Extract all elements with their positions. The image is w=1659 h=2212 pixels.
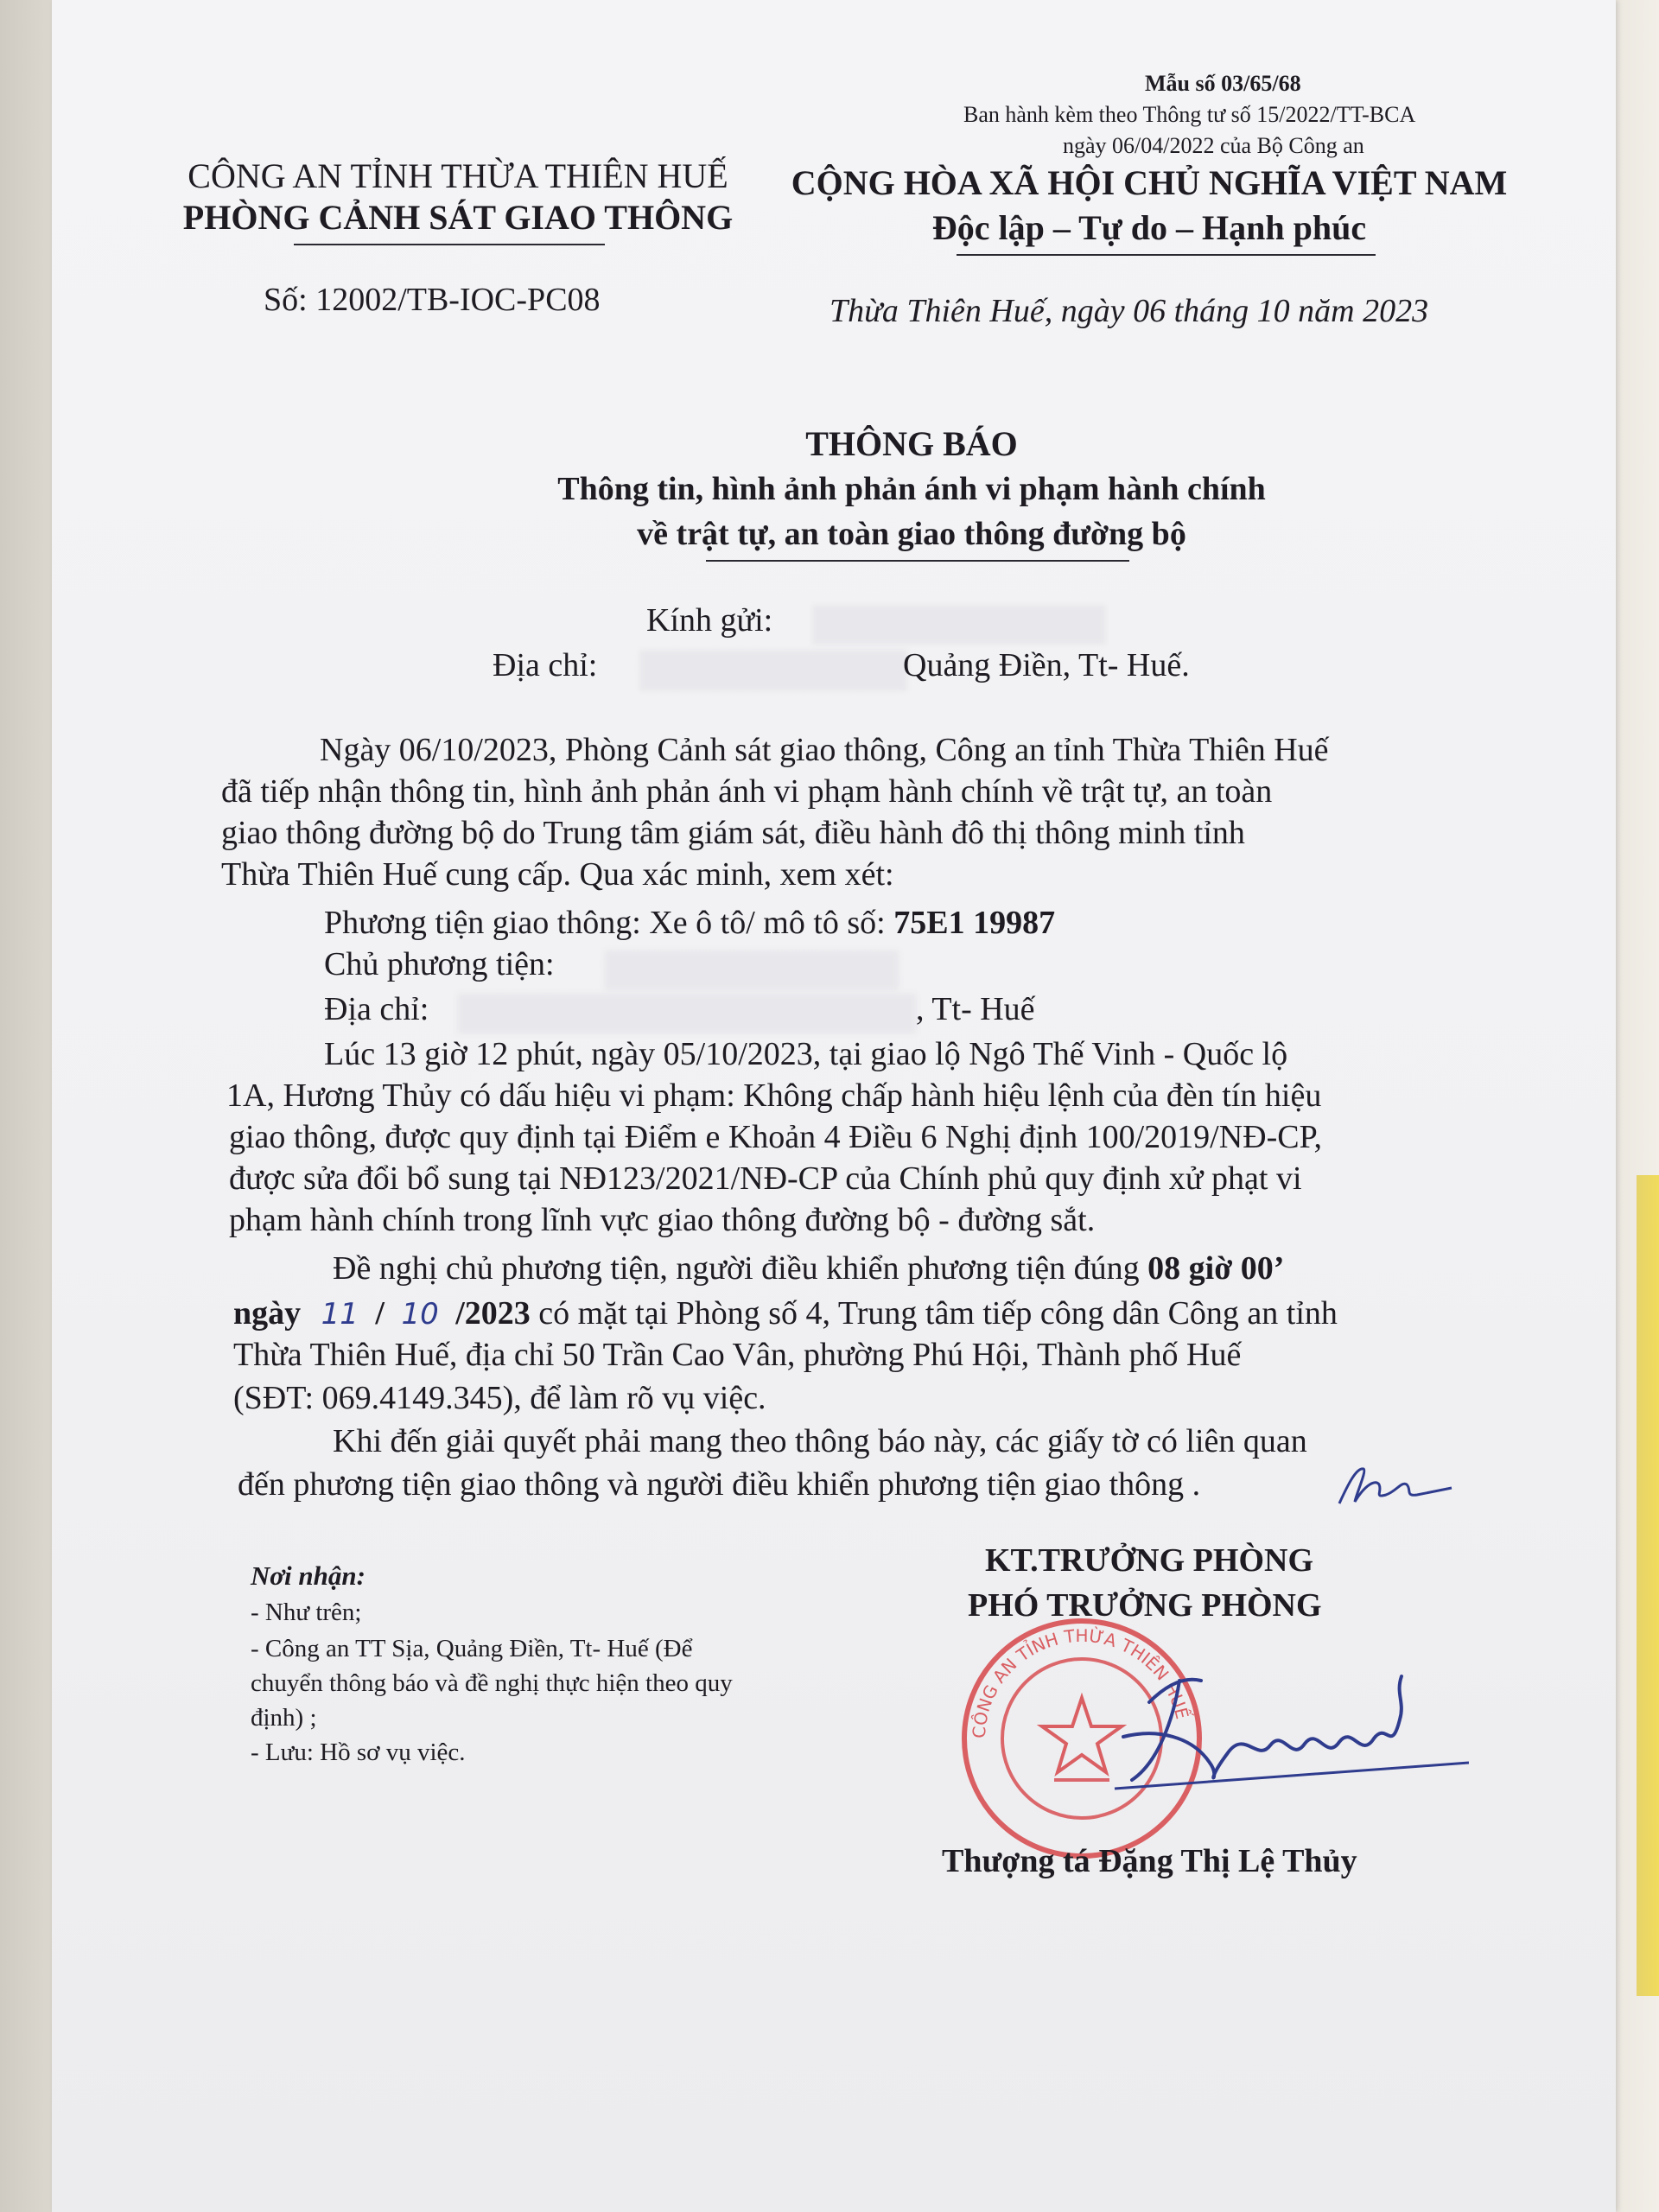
recipient-item: - Công an TT Sịa, Quảng Điền, Tt- Huế (Để xyxy=(251,1635,693,1662)
request-location: có mặt tại Phòng số 4, Trung tâm tiếp công dân Công an tỉnh xyxy=(538,1295,1338,1332)
closing-line1: Khi đến giải quyết phải mang theo thông báo này, các giấy tờ có liên quan xyxy=(333,1423,1307,1459)
issue-date: Thừa Thiên Huế, ngày 06 tháng 10 năm 2023 xyxy=(830,293,1429,329)
redacted-addressee-address xyxy=(639,650,907,691)
closing-line2: đến phương tiện giao thông và người điều khiển phương tiện giao thông . xyxy=(238,1466,1201,1503)
addressee-label: Kính gửi: xyxy=(646,602,773,639)
handwritten-day: 11 xyxy=(321,1297,359,1332)
motto-underline xyxy=(957,254,1376,256)
request-year: /2023 xyxy=(455,1295,531,1332)
background-yellow-object xyxy=(1637,1175,1659,1996)
recipient-item: - Lưu: Hồ sơ vụ việc. xyxy=(251,1738,466,1766)
request-line4: (SĐT: 069.4149.345), để làm rõ vụ việc. xyxy=(233,1380,766,1416)
violation-line4: được sửa đổi bổ sung tại NĐ123/2021/NĐ-CP của Chính phủ quy định xử phạt vi xyxy=(229,1160,1302,1197)
form-note-line2: ngày 06/04/2022 của Bộ Công an xyxy=(1063,133,1364,158)
addressee-address-label: Địa chỉ: xyxy=(493,647,598,683)
issuer-line1: CÔNG AN TỈNH THỪA THIÊN HUẾ xyxy=(188,156,728,195)
request-line1 xyxy=(333,1249,1284,1287)
seal-text: CÔNG AN TỈNH THỪA THIÊN HUẾ xyxy=(968,1624,1193,1739)
recipients-title: Nơi nhận: xyxy=(251,1560,365,1591)
signature-title-line2: PHÓ TRƯỞNG PHÒNG xyxy=(968,1587,1322,1624)
redacted-owner-address xyxy=(458,994,916,1033)
body-p1-line4: Thừa Thiên Huế cung cấp. Qua xác minh, xem xét: xyxy=(221,856,894,893)
redacted-addressee-name xyxy=(812,605,1106,645)
recipient-item: - Như trên; xyxy=(251,1599,362,1626)
issuer-line2: PHÒNG CẢNH SÁT GIAO THÔNG xyxy=(182,198,734,237)
body-p1-line2: đã tiếp nhận thông tin, hình ảnh phản ánh vi phạm hành chính về trật tự, an toàn xyxy=(221,773,1273,810)
redacted-owner-name xyxy=(605,950,899,990)
handwritten-month: 10 xyxy=(401,1297,439,1332)
addressee-address-visible: Quảng Điền, Tt- Huế. xyxy=(903,647,1190,683)
owner-label: Chủ phương tiện: xyxy=(324,946,555,982)
issuer-underline xyxy=(294,244,605,245)
document-page xyxy=(52,0,1616,2212)
signatory-name: Thượng tá Đặng Thị Lệ Thủy xyxy=(942,1843,1357,1879)
handwritten-signature-icon xyxy=(1097,1642,1469,1815)
violation-line3: giao thông, được quy định tại Điểm e Khoản 4 Điều 6 Nghị định 100/2019/NĐ-CP, xyxy=(229,1119,1323,1155)
national-title: CỘNG HÒA XÃ HỘI CHỦ NGHĨA VIỆT NAM xyxy=(791,163,1508,202)
title-underline xyxy=(706,560,1129,562)
vehicle-info xyxy=(324,904,1055,942)
initials-mark-icon xyxy=(1322,1450,1460,1519)
owner-address-visible: , Tt- Huế xyxy=(916,991,1035,1027)
notice-title: THÔNG BÁO xyxy=(805,424,1018,463)
request-time: 08 giờ 00’ xyxy=(1147,1250,1285,1287)
body-p1-line1: Ngày 06/10/2023, Phòng Cảnh sát giao thông, Công an tỉnh Thừa Thiên Huế xyxy=(320,732,1329,768)
body-p1-line3: giao thông đường bộ do Trung tâm giám sát, điều hành đô thị thông minh tỉnh xyxy=(221,815,1245,851)
form-note-line1: Ban hành kèm theo Thông tư số 15/2022/TT-BCA xyxy=(963,102,1416,127)
request-text: Đề nghị chủ phương tiện, người điều khiển phương tiện đúng xyxy=(333,1250,1140,1287)
notice-subtitle-line1: Thông tin, hình ảnh phản ánh vi phạm hành chính xyxy=(557,471,1266,507)
vehicle-label: Phương tiện giao thông: Xe ô tô/ mô tô số: xyxy=(324,905,886,941)
form-number: Mẫu số 03/65/68 xyxy=(1145,71,1301,96)
notice-subtitle-line2: về trật tự, an toàn giao thông đường bộ xyxy=(637,516,1186,552)
request-line3: Thừa Thiên Huế, địa chỉ 50 Trần Cao Vân, phường Phú Hội, Thành phố Huế xyxy=(233,1337,1242,1373)
violation-line1: Lúc 13 giờ 12 phút, ngày 05/10/2023, tại giao lộ Ngô Thế Vinh - Quốc lộ xyxy=(324,1036,1288,1072)
recipient-item: chuyển thông báo và đề nghị thực hiện theo quy xyxy=(251,1669,733,1697)
document-number: Số: 12002/TB-IOC-PC08 xyxy=(264,282,601,318)
date-separator: / xyxy=(375,1295,385,1332)
vehicle-plate: 75E1 19987 xyxy=(893,905,1056,941)
violation-line2: 1A, Hương Thủy có dấu hiệu vi phạm: Không chấp hành hiệu lệnh của đèn tín hiệu xyxy=(226,1077,1322,1114)
owner-address-label: Địa chỉ: xyxy=(324,991,429,1027)
request-line2 xyxy=(233,1294,1338,1332)
national-motto: Độc lập – Tự do – Hạnh phúc xyxy=(931,208,1367,247)
request-day-label: ngày xyxy=(233,1295,302,1332)
signature-title-line1: KT.TRƯỞNG PHÒNG xyxy=(985,1542,1313,1579)
recipient-item: định) ; xyxy=(251,1704,317,1732)
violation-line5: phạm hành chính trong lĩnh vực giao thông đường bộ - đường sắt. xyxy=(229,1202,1096,1238)
